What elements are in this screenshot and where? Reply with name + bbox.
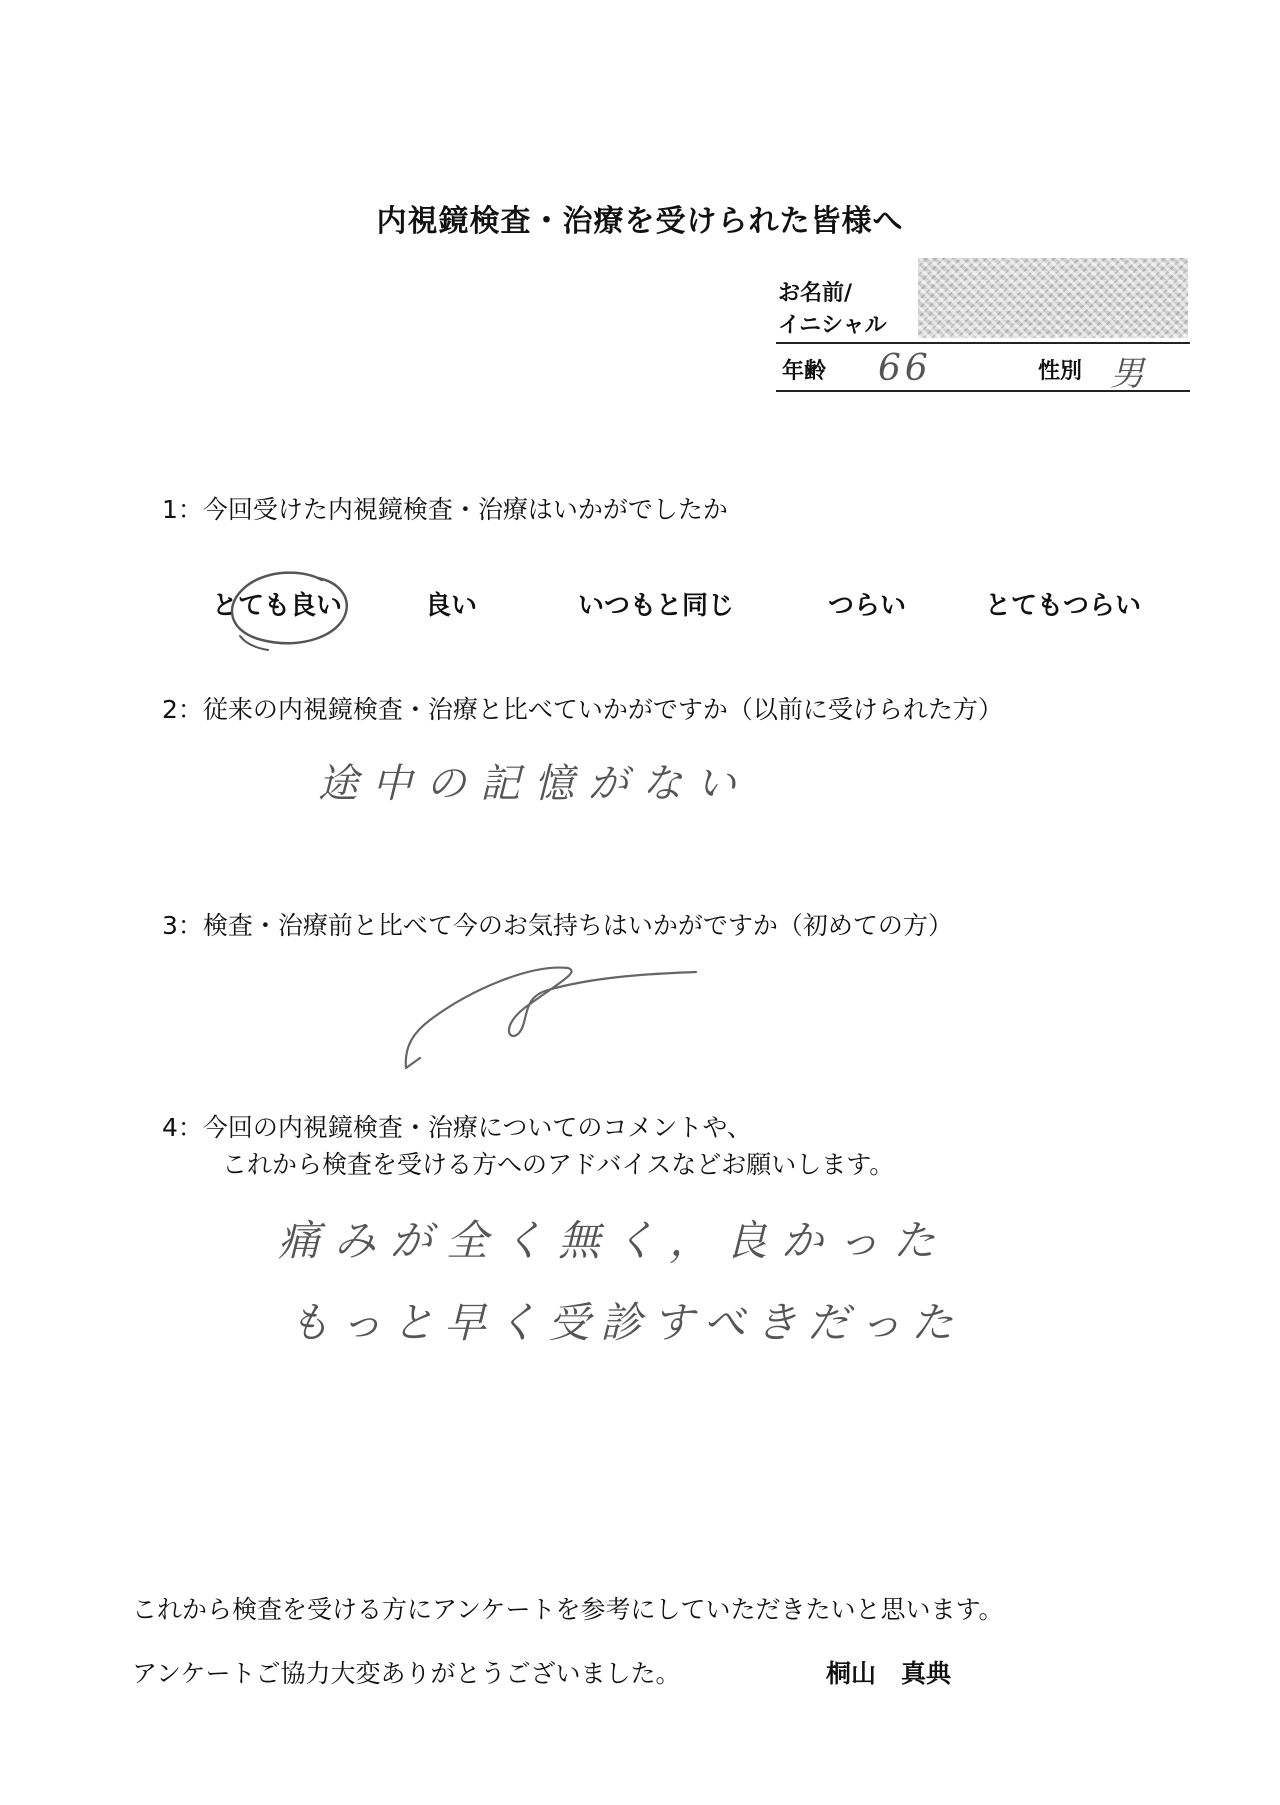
q1-option-very-good[interactable]: とても良い [212,591,343,621]
question-1: 1：今回受けた内視鏡検査・治療はいかがでしたか [162,495,728,524]
q3-strike-mark [406,968,696,1068]
age-value: 66 [878,348,932,389]
sex-label: 性別 [1038,359,1083,384]
question-4-line2: これから検査を受ける方へのアドバイスなどお願いします。 [222,1150,895,1179]
q1-option-very-hard[interactable]: とてもつらい [985,591,1142,621]
q2-handwritten-answer: 途中の記憶がない [318,761,750,807]
sex-value: 男 [1110,354,1144,394]
footer-line1: これから検査を受ける方にアンケートを参考にしていただきたいと思います。 [132,1595,1004,1624]
question-4-line1: 4：今回の内視鏡検査・治療についてのコメントや、 [162,1113,752,1142]
age-label: 年齢 [782,359,827,384]
question-3: 3：検査・治療前と比べて今のお気持ちはいかがですか（初めての方） [162,911,953,940]
q1-selection-circle [232,573,347,644]
footer-line2: アンケートご協力大変ありがとうございました。 [132,1659,681,1688]
q1-option-hard[interactable]: つらい [828,591,907,621]
footer-signature: 桐山 真典 [826,1659,952,1688]
name-label-line1: お名前/ [778,281,853,306]
q4-handwritten-answer-line1: 痛みが全く無く，良かった [278,1216,950,1265]
question-2: 2：従来の内視鏡検査・治療と比べていかがですか（以前に受けられた方） [162,695,1003,724]
q1-option-good[interactable]: 良い [425,591,478,621]
q4-handwritten-answer-line2: もっと早く受診すべきだった [288,1298,964,1347]
q1-option-same-as-usual[interactable]: いつもと同じ [578,591,735,621]
page-title: 内視鏡検査・治療を受けられた皆様へ [376,204,904,239]
name-label-line2: イニシャル [778,313,887,338]
